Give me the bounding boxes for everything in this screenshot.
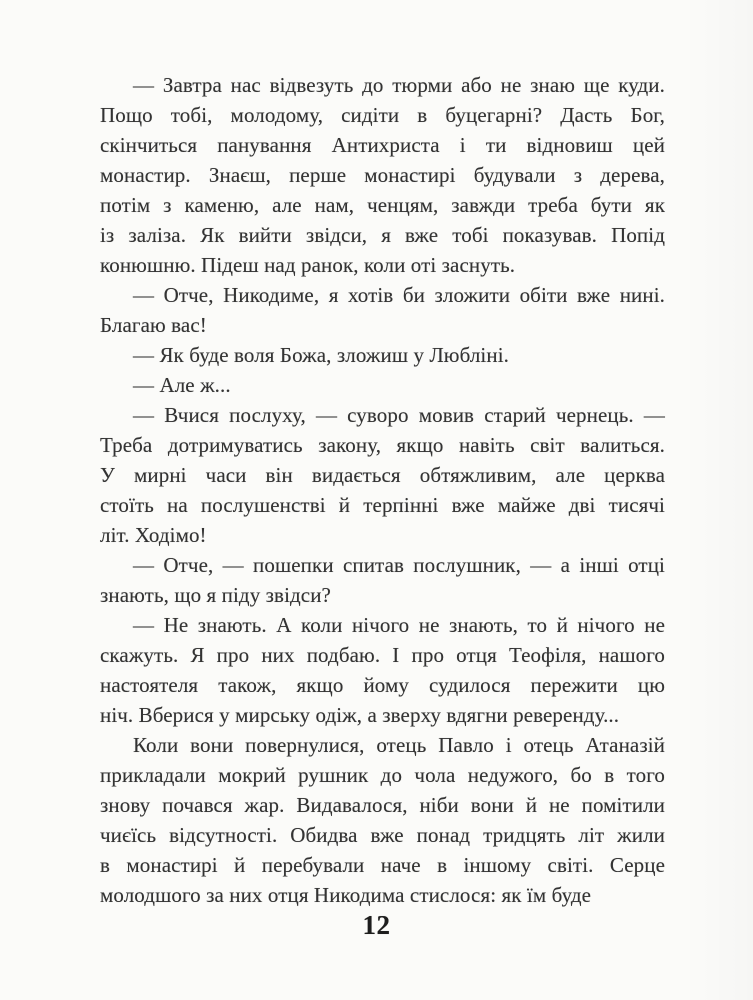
text-line: знову почався жар. Видавалося, ніби вони й не помітили <box>100 793 665 817</box>
text-line: потім з каменю, але нам, ченцям, завжди треба бути як <box>100 193 665 217</box>
text-line: — Завтра нас відвезуть до тюрми або не знаю ще куди. <box>133 73 665 97</box>
text-line: чиєїсь відсутності. Обидва вже понад тридцять літ жили <box>100 823 665 847</box>
text-line: Коли вони повернулися, отець Павло і отець Атаназій <box>133 733 665 757</box>
paragraph <box>100 70 665 280</box>
paragraph <box>100 400 665 550</box>
text-line: У мирні часи він видається обтяжливим, але церква <box>100 463 665 487</box>
text-line: Пощо тобі, молодому, сидіти в буцегарні? Дасть Бог, <box>100 103 665 127</box>
text-line: ніч. Вберися у мирську одіж, а зверху вдягни реверенду... <box>100 703 620 727</box>
paragraph <box>100 730 665 910</box>
text-line: прикладали мокрий рушник до чола недужого, бо в того <box>100 763 665 787</box>
text-line: молодшого за них отця Никодима стислося: як їм буде <box>100 883 592 907</box>
text-line: — Отче, — пошепки спитав послушник, — а інші отці <box>133 553 665 577</box>
text-line: скажуть. Я про них подбаю. І про отця Теофіля, нашого <box>100 643 665 667</box>
text-line: знають, що я піду звідси? <box>100 583 331 607</box>
text-line: — Не знають. А коли нічого не знають, то й нічого не <box>133 613 665 637</box>
text-line: стоїть на послушенстві й терпінні вже майже дві тисячі <box>100 493 665 517</box>
text-line: в монастирі й перебували наче в іншому світі. Серце <box>100 853 665 877</box>
paragraph <box>100 280 665 340</box>
page-text <box>100 70 665 910</box>
text-line: із заліза. Як вийти звідси, я вже тобі показував. Попід <box>100 223 665 247</box>
text-line: монастир. Знаєш, перше монастирі будували з дерева, <box>100 163 665 187</box>
text-line: настоятеля також, якщо йому судилося пережити цю <box>100 673 665 697</box>
text-line: — Вчися послуху, — суворо мовив старий чернець. — <box>133 403 665 427</box>
paragraph <box>100 550 665 610</box>
page-number: 12 <box>362 910 391 940</box>
text-line: — Як буде воля Божа, зложиш у Любліні. <box>133 343 509 367</box>
text-line: літ. Ходімо! <box>100 523 207 547</box>
paragraph <box>100 610 665 730</box>
text-line: конюшню. Підеш над ранок, коли оті заснуть. <box>100 253 516 277</box>
text-line: скінчиться панування Антихриста і ти відновиш цей <box>100 133 665 157</box>
text-line: — Отче, Никодиме, я хотів би зложити обіти вже нині. <box>133 283 665 307</box>
text-line: Треба дотримуватись закону, якщо навіть світ валиться. <box>100 433 665 457</box>
paragraph <box>100 340 665 370</box>
text-line: — Але ж... <box>133 373 231 397</box>
paragraph <box>100 370 665 400</box>
text-line: Благаю вас! <box>100 313 207 337</box>
